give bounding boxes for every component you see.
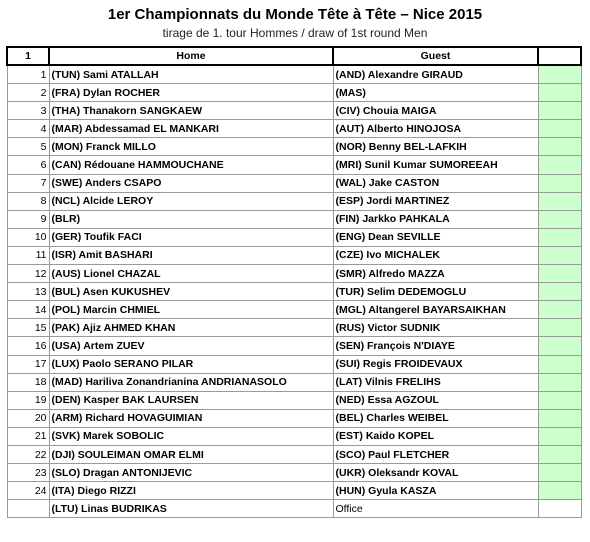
header-guest: Guest — [333, 47, 538, 65]
match-number: 13 — [7, 283, 49, 301]
home-player: (USA) Artem ZUEV — [49, 337, 333, 355]
home-player: (SVK) Marek SOBOLIC — [49, 427, 333, 445]
result-cell[interactable] — [538, 337, 581, 355]
table-row — [7, 283, 581, 301]
result-cell[interactable] — [538, 120, 581, 138]
home-player: (SLO) Dragan ANTONIJEVIC — [49, 464, 333, 482]
table-row — [7, 409, 581, 427]
match-number — [7, 500, 49, 518]
guest-player: (AND) Alexandre GIRAUD — [333, 65, 538, 84]
home-player: (DEN) Kasper BAK LAURSEN — [49, 391, 333, 409]
table-row-bye — [7, 500, 581, 518]
match-number: 17 — [7, 355, 49, 373]
home-player: (AUS) Lionel CHAZAL — [49, 265, 333, 283]
result-cell[interactable] — [538, 265, 581, 283]
match-number: 6 — [7, 156, 49, 174]
home-player: (TUN) Sami ATALLAH — [49, 65, 333, 84]
guest-player: (HUN) Gyula KASZA — [333, 482, 538, 500]
home-player: (THA) Thanakorn SANGKAEW — [49, 102, 333, 120]
home-player: (PAK) Ajiz AHMED KHAN — [49, 319, 333, 337]
table-row — [7, 301, 581, 319]
home-player: (LTU) Linas BUDRIKAS — [49, 500, 333, 518]
table-row — [7, 102, 581, 120]
result-cell[interactable] — [538, 464, 581, 482]
guest-player: (NED) Essa AGZOUL — [333, 391, 538, 409]
guest-player: (SUI) Regis FROIDEVAUX — [333, 355, 538, 373]
result-cell[interactable] — [538, 228, 581, 246]
match-number: 20 — [7, 409, 49, 427]
home-player: (ISR) Amit BASHARI — [49, 246, 333, 264]
guest-player: (SMR) Alfredo MAZZA — [333, 265, 538, 283]
table-row — [7, 156, 581, 174]
table-row — [7, 246, 581, 264]
table-row — [7, 84, 581, 102]
guest-player: (FIN) Jarkko PAHKALA — [333, 210, 538, 228]
match-number: 3 — [7, 102, 49, 120]
home-player: (SWE) Anders CSAPO — [49, 174, 333, 192]
match-number: 15 — [7, 319, 49, 337]
draw-table — [6, 46, 582, 518]
header-home: Home — [49, 47, 333, 65]
match-number: 23 — [7, 464, 49, 482]
home-player: (POL) Marcin CHMIEL — [49, 301, 333, 319]
guest-player: (NOR) Benny BEL-LAFKIH — [333, 138, 538, 156]
result-cell[interactable] — [538, 301, 581, 319]
match-number: 8 — [7, 192, 49, 210]
page-title: 1er Championnats du Monde Tête à Tête – Nice 2015 — [107, 6, 483, 23]
table-row — [7, 337, 581, 355]
match-number: 12 — [7, 265, 49, 283]
table-header-row — [7, 47, 581, 65]
guest-player: (BEL) Charles WEIBEL — [333, 409, 538, 427]
result-cell[interactable] — [538, 210, 581, 228]
match-number: 11 — [7, 246, 49, 264]
match-number: 18 — [7, 373, 49, 391]
home-player: (CAN) Rédouane HAMMOUCHANE — [49, 156, 333, 174]
table-row — [7, 210, 581, 228]
table-row — [7, 192, 581, 210]
match-number: 22 — [7, 445, 49, 463]
result-cell[interactable] — [538, 156, 581, 174]
home-player: (GER) Toufik FACI — [49, 228, 333, 246]
result-cell[interactable] — [538, 355, 581, 373]
guest-player: (SEN) François N'DIAYE — [333, 337, 538, 355]
home-player: (BLR) — [49, 210, 333, 228]
home-player: (LUX) Paolo SERANO PILAR — [49, 355, 333, 373]
guest-player: (TUR) Selim DEDEMOGLU — [333, 283, 538, 301]
match-number: 9 — [7, 210, 49, 228]
result-cell[interactable] — [538, 84, 581, 102]
draw-table-body — [7, 47, 581, 518]
guest-player: (ENG) Dean SEVILLE — [333, 228, 538, 246]
home-player: (DJI) SOULEIMAN OMAR ELMI — [49, 445, 333, 463]
guest-player: (MRI) Sunil Kumar SUMOREEAH — [333, 156, 538, 174]
result-cell[interactable] — [538, 445, 581, 463]
result-cell[interactable] — [538, 102, 581, 120]
match-number: 5 — [7, 138, 49, 156]
header-round-number: 1 — [7, 47, 49, 65]
guest-player: (ESP) Jordi MARTINEZ — [333, 192, 538, 210]
guest-player: (LAT) Vilnis FRELIHS — [333, 373, 538, 391]
result-cell[interactable] — [538, 373, 581, 391]
guest-player: (AUT) Alberto HINOJOSA — [333, 120, 538, 138]
guest-player: Office — [333, 500, 538, 518]
table-row — [7, 228, 581, 246]
table-row — [7, 120, 581, 138]
table-row — [7, 482, 581, 500]
table-row — [7, 445, 581, 463]
header-result — [538, 47, 581, 65]
home-player: (NCL) Alcide LEROY — [49, 192, 333, 210]
result-cell[interactable] — [538, 174, 581, 192]
match-number: 10 — [7, 228, 49, 246]
home-player: (ITA) Diego RIZZI — [49, 482, 333, 500]
guest-player: (RUS) Victor SUDNIK — [333, 319, 538, 337]
home-player: (MON) Franck MILLO — [49, 138, 333, 156]
guest-player: (WAL) Jake CASTON — [333, 174, 538, 192]
table-row — [7, 373, 581, 391]
home-player: (ARM) Richard HOVAGUIMIAN — [49, 409, 333, 427]
table-row — [7, 174, 581, 192]
page-subtitle: tirage de 1. tour Hommes / draw of 1st round Men — [162, 26, 428, 40]
match-number: 14 — [7, 301, 49, 319]
match-number: 24 — [7, 482, 49, 500]
match-number: 16 — [7, 337, 49, 355]
guest-player: (MAS) — [333, 84, 538, 102]
match-number: 19 — [7, 391, 49, 409]
result-cell[interactable] — [538, 319, 581, 337]
guest-player: (CZE) Ivo MICHALEK — [333, 246, 538, 264]
home-player: (FRA) Dylan ROCHER — [49, 84, 333, 102]
table-row — [7, 427, 581, 445]
table-row — [7, 138, 581, 156]
table-row — [7, 265, 581, 283]
match-number: 7 — [7, 174, 49, 192]
result-cell[interactable] — [538, 427, 581, 445]
result-cell[interactable] — [538, 409, 581, 427]
home-player: (MAR) Abdessamad EL MANKARI — [49, 120, 333, 138]
guest-player: (EST) Kaido KOPEL — [333, 427, 538, 445]
result-cell[interactable] — [538, 391, 581, 409]
result-cell[interactable] — [538, 192, 581, 210]
home-player: (BUL) Asen KUKUSHEV — [49, 283, 333, 301]
result-cell[interactable] — [538, 65, 581, 84]
match-number: 1 — [7, 65, 49, 84]
table-row — [7, 65, 581, 84]
result-cell[interactable] — [538, 138, 581, 156]
guest-player: (CIV) Chouia MAIGA — [333, 102, 538, 120]
guest-player: (SCO) Paul FLETCHER — [333, 445, 538, 463]
match-number: 21 — [7, 427, 49, 445]
result-cell[interactable] — [538, 482, 581, 500]
guest-player: (MGL) Altangerel BAYARSAIKHAN — [333, 301, 538, 319]
guest-player: (UKR) Oleksandr KOVAL — [333, 464, 538, 482]
table-row — [7, 319, 581, 337]
match-number: 4 — [7, 120, 49, 138]
result-cell[interactable] — [538, 246, 581, 264]
table-row — [7, 355, 581, 373]
result-cell[interactable] — [538, 283, 581, 301]
home-player: (MAD) Hariliva Zonandrianina ANDRIANASOLO — [49, 373, 333, 391]
table-row — [7, 391, 581, 409]
table-row — [7, 464, 581, 482]
match-number: 2 — [7, 84, 49, 102]
result-cell[interactable] — [538, 500, 581, 518]
